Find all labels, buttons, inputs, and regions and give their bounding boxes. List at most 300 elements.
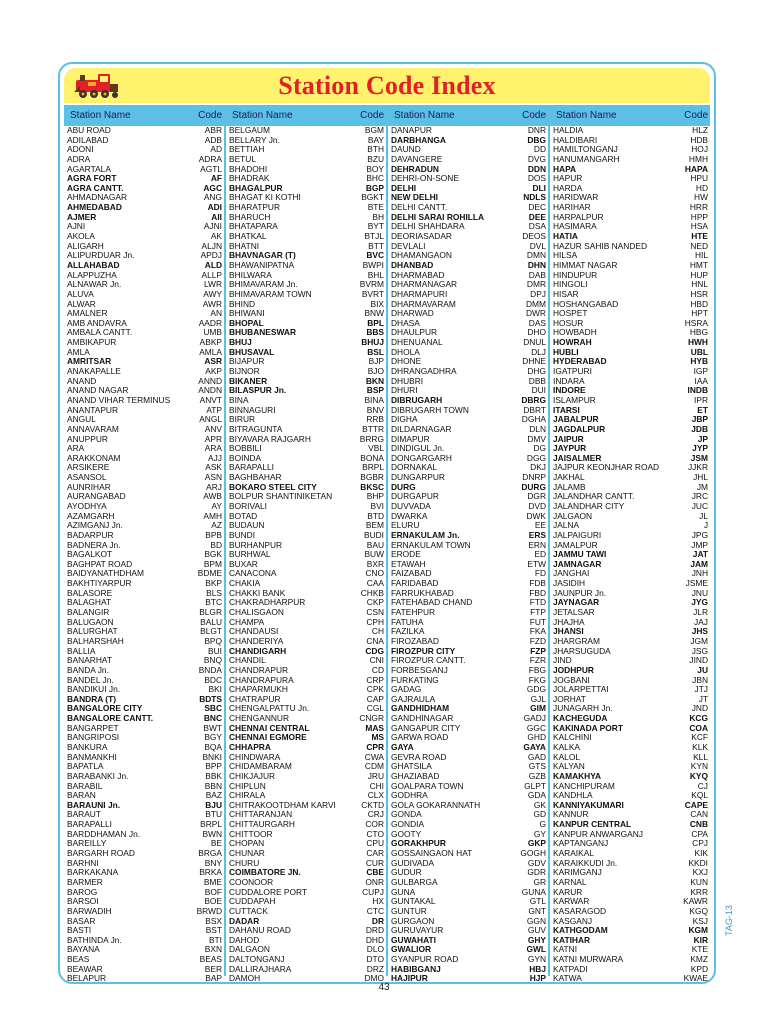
station-name: JALNA (553, 520, 580, 531)
station-name: DADAR (229, 915, 260, 926)
station-code: GLPT (524, 780, 546, 791)
station-code: CDM (364, 761, 384, 772)
station-code: FTP (530, 607, 546, 618)
station-code: BTI (208, 934, 222, 945)
station-code: CTC (366, 905, 384, 916)
station-name: CHITTAURGARH (229, 819, 295, 830)
station-name: HILSA (553, 250, 578, 261)
station-name: DHAMANGAON (391, 250, 452, 261)
station-code: DGHA (521, 414, 546, 425)
station-name: ANAND (67, 375, 97, 386)
station-name: BUDAUN (229, 520, 265, 531)
station-name: DURG (391, 481, 416, 492)
station-name: BALURGHAT (67, 626, 118, 637)
station-name: JAIPUR (553, 433, 584, 444)
station-name: ADRA (67, 153, 91, 164)
station-code: ARA (204, 443, 222, 454)
station-name: DHARMABAD (391, 269, 445, 280)
station-name: CHINDWARA (229, 751, 281, 762)
station-code: BRKA (199, 867, 222, 878)
station-code: BVC (366, 250, 384, 261)
station-name: CHITTOOR (229, 828, 273, 839)
station-name: KANPUR CENTRAL (553, 819, 632, 830)
station-code: BJU (205, 799, 222, 810)
station-code: KPD (690, 963, 708, 974)
station-name: BHATKAL (229, 231, 267, 242)
station-name: AYODHYA (67, 500, 107, 511)
station-code: CJ (697, 780, 708, 791)
station-name: BHAVNAGAR (T) (229, 250, 296, 261)
station-name: CHANDIL (229, 655, 266, 666)
station-name: DELHI SARAI ROHILLA (391, 211, 485, 222)
station-code: GR (533, 876, 546, 887)
station-code: CAP (366, 693, 384, 704)
station-name: KANCHIPURAM (553, 780, 615, 791)
station-code: DRD (365, 925, 384, 936)
station-name: AMBALA CANTT. (67, 327, 133, 338)
station-code: BWN (202, 828, 222, 839)
station-name: FIROZPUR CANTT. (391, 655, 466, 666)
station-code: DWR (525, 308, 546, 319)
station-code: DRZ (366, 963, 384, 974)
station-name: BIKANER (229, 375, 268, 386)
station-name: BADNERA Jn. (67, 539, 121, 550)
station-code: GYN (527, 954, 546, 965)
station-code: DLN (529, 423, 546, 434)
station-code: CSN (366, 607, 384, 618)
station-code: BGP (365, 182, 384, 193)
station-code: DAB (528, 269, 546, 280)
station-code: MAS (365, 722, 384, 733)
station-name: GHAZIABAD (391, 770, 440, 781)
station-name: BAYANA (67, 944, 100, 955)
station-code: AWY (203, 288, 222, 299)
station-name: BASTI (67, 925, 92, 936)
station-code: DWK (526, 510, 546, 521)
station-name: CHAKIA (229, 578, 261, 589)
station-name: BARAUNI Jn. (67, 799, 121, 810)
station-code: JU (697, 664, 708, 675)
station-code: JM (696, 481, 708, 492)
station-name: HALDIA (553, 125, 584, 135)
station-code: DUI (531, 385, 546, 396)
station-name: BELGAUM (229, 125, 270, 135)
station-code: DMN (526, 250, 546, 261)
station-name: CHITTARANJAN (229, 809, 293, 820)
station-name: BARSOI (67, 896, 99, 907)
station-code: ANVT (199, 394, 222, 405)
station-code: BZU (367, 153, 384, 164)
station-code: BQA (204, 742, 222, 752)
station-code: DAS (528, 317, 546, 328)
station-name: DORNAKAL (391, 462, 438, 473)
station-code: DBRG (521, 394, 546, 405)
station-code: HLZ (692, 125, 708, 135)
station-code: BGK (204, 549, 222, 560)
station-code: BNW (364, 308, 384, 319)
station-code: DHD (365, 934, 384, 945)
station-name: GUDIVADA (391, 857, 435, 868)
station-name: KALKA (553, 742, 581, 752)
station-code: BAY (367, 134, 384, 145)
station-code: ADB (204, 134, 222, 145)
station-code: FUT (529, 616, 546, 627)
station-code: DMM (525, 298, 546, 309)
station-code: DVL (529, 240, 546, 251)
station-name: HARDA (553, 182, 583, 193)
station-code: KCG (689, 713, 708, 724)
station-column-1 (64, 125, 224, 984)
header-code-2: Code (360, 110, 384, 121)
station-code: JNH (691, 568, 708, 579)
station-code: BGBR (360, 472, 384, 483)
station-code: BHUJ (361, 337, 384, 348)
station-code: ALD (204, 259, 222, 270)
station-code: DLI (532, 182, 546, 193)
station-code: HBG (689, 327, 708, 338)
index-frame (58, 62, 716, 984)
station-code: BSL (367, 346, 384, 357)
station-name: NEW DELHI (391, 192, 438, 203)
station-code: GD (533, 809, 546, 820)
station-name: BARABIL (67, 780, 103, 791)
station-name: GAJRAULA (391, 693, 436, 704)
station-name: ALIPURDUAR Jn. (67, 250, 135, 261)
station-code: BTJL (364, 231, 384, 242)
station-code: KYQ (689, 770, 708, 781)
station-code: HD (695, 182, 708, 193)
station-name: BHUBANESWAR (229, 327, 296, 338)
station-code: BUDI (363, 529, 384, 540)
station-code: JMP (691, 539, 708, 550)
station-code: BTH (367, 144, 384, 155)
station-code: JT (698, 693, 708, 704)
station-code: JUC (691, 500, 708, 511)
station-name: GONDIA (391, 819, 425, 830)
station-name: JHARSUGUDA (553, 645, 611, 656)
station-name: FURKATING (391, 674, 439, 685)
station-name: JAYPUR (553, 443, 587, 454)
station-name: BALHARSHAH (67, 635, 124, 646)
station-name: JODHPUR (553, 664, 594, 675)
station-code: DKJ (530, 462, 546, 473)
station-code: NED (690, 240, 708, 251)
station-name: FAZILKA (391, 626, 425, 637)
station-name: CUDDALORE PORT (229, 886, 308, 897)
station-code: BGKT (361, 192, 384, 203)
station-code: CNA (366, 635, 384, 646)
station-code: DNRP (522, 472, 546, 483)
station-code: BINA (364, 394, 384, 405)
station-name: JHARGRAM (553, 635, 600, 646)
station-code: ERN (528, 539, 546, 550)
station-code: IGP (693, 366, 708, 377)
station-name: DIMAPUR (391, 433, 430, 444)
station-name: HAJIPUR (391, 973, 428, 984)
station-name: BARDDHAMAN Jn. (67, 828, 141, 839)
station-name: CHANDRAPURA (229, 674, 294, 685)
station-name: BHILWARA (229, 269, 272, 280)
station-name: BOTAD (229, 510, 258, 521)
station-name: GADAG (391, 684, 422, 695)
station-code: NDLS (523, 192, 546, 203)
station-code: CDG (365, 645, 384, 656)
station-name: BHIMAVARAM TOWN (229, 288, 312, 299)
station-name: BHIMAVARAM Jn. (229, 279, 298, 290)
station-name: BHIND (229, 298, 256, 309)
station-code: BWPI (362, 259, 384, 270)
station-name: KATWA (553, 973, 582, 984)
station-code: DD (533, 144, 546, 155)
station-name: JABALPUR (553, 414, 599, 425)
station-name: DHOLA (391, 346, 420, 357)
station-code: AII (211, 211, 222, 222)
station-name: CHANDAUSI (229, 626, 279, 637)
station-code: AMH (203, 510, 222, 521)
station-code: BER (204, 963, 222, 974)
station-code: CBE (366, 867, 384, 878)
station-code: DTO (366, 954, 384, 965)
station-name: BHAGALPUR (229, 182, 283, 193)
station-name: CHITRAKOOTDHAM KARVI (229, 799, 336, 810)
station-name: COONOOR (229, 876, 274, 887)
station-name: KARWAR (553, 896, 590, 907)
station-code: ONR (365, 876, 384, 887)
station-name: AMALNER (67, 308, 108, 319)
station-name: BOINDA (229, 452, 262, 463)
station-code: AGC (203, 182, 222, 193)
station-code: DGR (527, 491, 546, 502)
station-code: CPK (366, 684, 384, 695)
station-code: AWR (202, 298, 222, 309)
header-station-name-1: Station Name (70, 110, 131, 121)
station-code: CLX (367, 790, 384, 801)
station-name: FAIZABAD (391, 568, 432, 579)
station-code: CAN (690, 809, 708, 820)
station-name: IGATPURI (553, 366, 592, 377)
side-tag: TAG-13 (724, 905, 734, 936)
station-code: BST (205, 925, 222, 936)
station-name: ALNAWAR Jn. (67, 279, 122, 290)
station-name: DHRANGADHRA (391, 366, 457, 377)
station-name: BURHWAL (229, 549, 271, 560)
station-name: BIRUR (229, 414, 256, 425)
station-code: CGL (366, 703, 384, 714)
station-name: DHURI (391, 385, 418, 396)
station-name: HIMMAT NAGAR (553, 259, 618, 270)
station-name: BHAWANIPATNA (229, 259, 295, 270)
station-code: GJL (530, 693, 546, 704)
station-name: GUNTAKAL (391, 896, 436, 907)
station-code: BKSC (360, 481, 384, 492)
station-name: JALPAIGURI (553, 529, 602, 540)
station-name: BANARHAT (67, 655, 112, 666)
station-name: JHAJHA (553, 616, 585, 627)
station-name: CHATRAPUR (229, 693, 281, 704)
station-name: ALWAR (67, 298, 96, 309)
station-name: BEAWAR (67, 963, 103, 974)
station-code: FKG (528, 674, 546, 685)
station-code: ASR (204, 356, 222, 367)
station-name: BALASORE (67, 587, 113, 598)
station-name: FARIDABAD (391, 578, 439, 589)
station-name: BASAR (67, 915, 96, 926)
station-name: DAHOD (229, 934, 260, 945)
station-code: KYN (690, 761, 708, 772)
station-name: JALAMB (553, 481, 586, 492)
station-name: AJNI (67, 221, 86, 232)
station-code: HBJ (529, 963, 546, 974)
station-name: GUDUR (391, 867, 422, 878)
station-code: KRR (690, 886, 708, 897)
station-name: HAPUR (553, 173, 583, 184)
station-name: HABIBGANJ (391, 963, 441, 974)
station-code: BBK (205, 770, 222, 781)
station-name: BALAGHAT (67, 597, 112, 608)
station-name: BINNAGURI (229, 404, 276, 415)
station-row (226, 386, 386, 396)
station-name: HASIMARA (553, 221, 597, 232)
station-name: BANDEL Jn. (67, 674, 114, 685)
station-code: BTC (205, 597, 222, 608)
station-code: JGM (690, 635, 708, 646)
station-code: CAPE (684, 799, 708, 810)
station-code: BKI (208, 684, 222, 695)
station-name: GARWA ROAD (391, 732, 449, 743)
station-name: DHUBRI (391, 375, 424, 386)
station-code: GGN (526, 915, 546, 926)
station-name: BALANGIR (67, 607, 110, 618)
station-name: BAGALKOT (67, 549, 113, 560)
station-code: GADJ (523, 713, 546, 724)
station-name: KARAIKAL (553, 848, 594, 859)
station-code: GUV (527, 925, 546, 936)
station-code: ANGL (199, 414, 222, 425)
station-row (64, 213, 224, 223)
page-number: 43 (378, 982, 390, 993)
station-code: FKA (529, 626, 546, 637)
station-code: AF (210, 173, 222, 184)
station-name: DEHRI-ON-SONE (391, 173, 459, 184)
station-code: BHP (366, 491, 384, 502)
station-code: GHD (527, 732, 546, 743)
station-code: BBN (204, 780, 222, 791)
station-code: DLJ (531, 346, 546, 357)
station-code: CAR (366, 848, 384, 859)
station-code: HUP (690, 269, 708, 280)
station-code: BUW (364, 549, 384, 560)
station-name: BHARATPUR (229, 202, 281, 213)
station-code: FBG (528, 664, 546, 675)
station-name: GUNA (391, 886, 416, 897)
station-code: CRJ (367, 809, 384, 820)
station-name: BHIWANI (229, 308, 265, 319)
station-code: BALU (200, 616, 222, 627)
station-name: BAPATLA (67, 761, 104, 772)
station-code: BTU (205, 809, 222, 820)
station-code: BKP (205, 578, 222, 589)
station-code: CTO (366, 828, 384, 839)
station-name: KASGANJ (553, 915, 593, 926)
station-name: CHIDAMBARAM (229, 761, 292, 772)
station-name: DHASA (391, 317, 420, 328)
station-code: BONA (360, 452, 384, 463)
station-name: JIND (553, 655, 572, 666)
station-code: BOY (366, 163, 384, 174)
station-name: JALGAON (553, 510, 593, 521)
station-code: KLL (693, 751, 708, 762)
station-code: DBG (527, 134, 546, 145)
station-row (64, 435, 224, 445)
station-name: GURUVAYUR (391, 925, 444, 936)
station-name: BALLIA (67, 645, 96, 656)
station-name: KALOL (553, 751, 581, 762)
station-name: DURGAPUR (391, 491, 439, 502)
station-code: DURG (521, 481, 546, 492)
station-name: BHADRAK (229, 173, 270, 184)
station-name: GOLA GOKARANNATH (391, 799, 481, 810)
station-code: BRGA (198, 848, 222, 859)
station-name: DONGARGARH (391, 452, 452, 463)
station-name: ANAKAPALLE (67, 366, 121, 377)
station-code: HPU (690, 173, 708, 184)
station-name: GWALIOR (391, 944, 432, 955)
station-code: AJJ (208, 452, 222, 463)
station-code: HBD (690, 298, 708, 309)
station-name: BARHNI (67, 857, 99, 868)
station-code: JNU (691, 587, 708, 598)
station-name: DALGAON (229, 944, 270, 955)
station-code: HMT (689, 259, 708, 270)
station-code: JSME (685, 578, 708, 589)
station-code: BGM (364, 125, 384, 135)
station-name: HATIA (553, 231, 578, 242)
station-code: AWB (203, 491, 222, 502)
station-name: BARGARH ROAD (67, 848, 135, 859)
station-code: CNGR (359, 713, 384, 724)
header-station-name-4: Station Name (556, 110, 617, 121)
station-name: CHAMPA (229, 616, 265, 627)
station-code: GUNA (521, 886, 546, 897)
station-code: JJKR (687, 462, 708, 473)
station-code: LWR (204, 279, 222, 290)
station-name: KAKINADA PORT (553, 722, 623, 733)
station-code: JSG (691, 645, 708, 656)
station-code: DG (533, 443, 546, 454)
station-name: BORIVALI (229, 500, 268, 511)
station-code: CNI (369, 655, 384, 666)
station-name: HINDUPUR (553, 269, 598, 280)
station-code: HIL (694, 250, 708, 261)
station-code: HTE (691, 231, 708, 242)
station-code: JPG (691, 529, 708, 540)
station-name: JAISALMER (553, 452, 602, 463)
station-name: KARNAL (553, 876, 587, 887)
station-code: ANV (204, 423, 222, 434)
station-name: ASANSOL (67, 472, 107, 483)
station-name: BHOPAL (229, 317, 264, 328)
station-code: HSA (690, 221, 708, 232)
station-name: KARUR (553, 886, 583, 897)
station-name: KAMAKHYA (553, 770, 602, 781)
station-name: HINGOLI (553, 279, 588, 290)
station-code: BOE (204, 896, 222, 907)
station-name: CHENGALPATTU Jn. (229, 703, 310, 714)
station-name: ELURU (391, 520, 420, 531)
station-code: IPR (694, 394, 708, 405)
station-name: ALIGARH (67, 240, 104, 251)
station-name: ERODE (391, 549, 421, 560)
